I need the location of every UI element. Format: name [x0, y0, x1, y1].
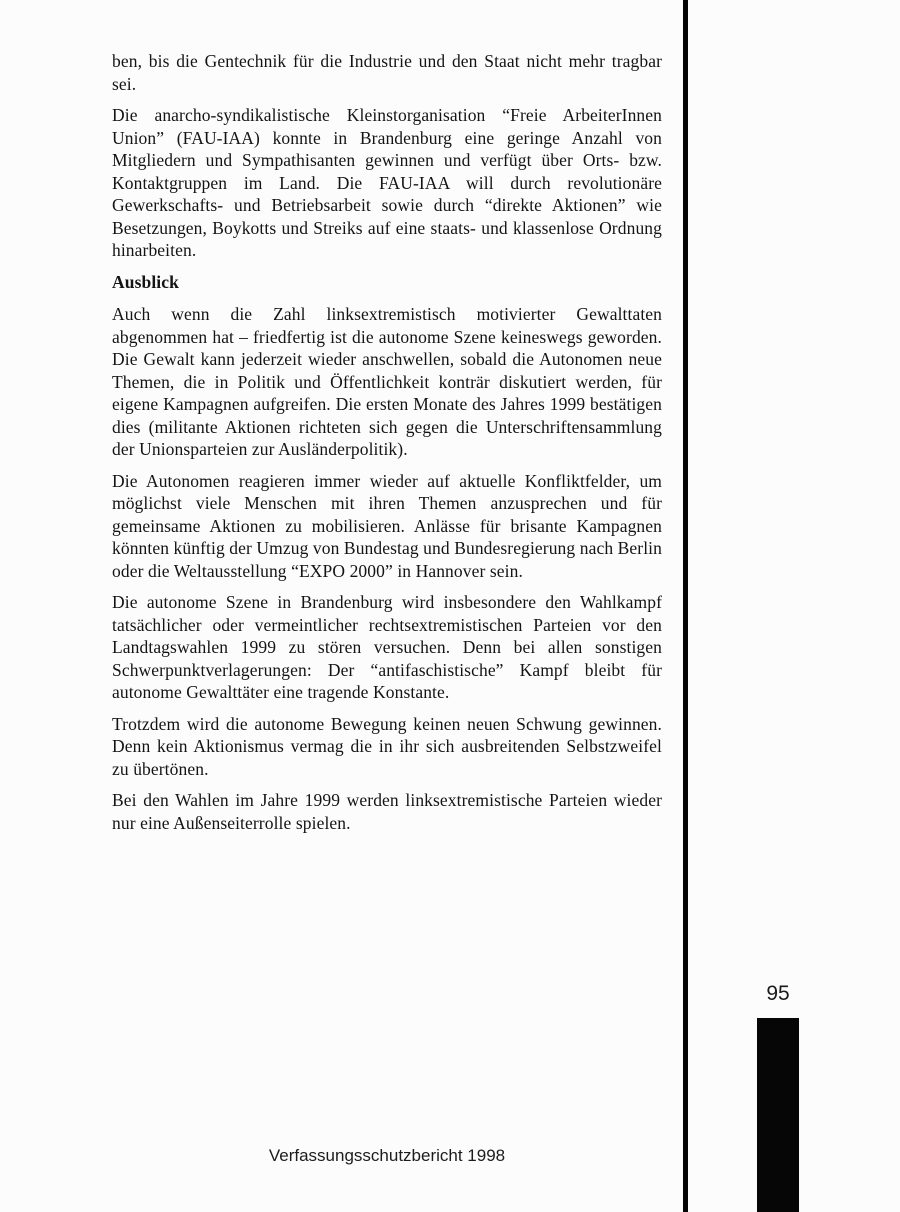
page-divider-line	[683, 0, 688, 1212]
section-heading-ausblick: Ausblick	[112, 271, 179, 292]
page-number: 95	[766, 982, 790, 1005]
paragraph: Die anarcho-syndikalistische Kleinstorganisation “Freie ArbeiterInnen Union” (FAU-IAA) konnte in Brandenburg eine geringe Anzahl von Mitgliedern und Sympathisanten gewinnen und verfügt über Orts- bzw. Kontaktgruppen im Land. Die FAU-IAA will durch revolutionäre Gewerkschafts- und Betriebsarbeit sowie durch “direkte Aktionen” wie Besetzungen, Boykotts und Streiks auf eine staats- und klassenlose Ordnung hinarbeiten.	[112, 105, 662, 260]
paragraph: ben, bis die Gentechnik für die Industrie und den Staat nicht mehr tragbar sei.	[112, 51, 662, 94]
thumb-index-tab	[757, 1018, 799, 1212]
paragraph: Die Autonomen reagieren immer wieder auf aktuelle Konfliktfelder, um möglichst viele Menschen mit ihren Themen anzusprechen und für gemeinsame Aktionen zu mobilisieren. Anlässe für brisante Kampagnen könnten künftig der Umzug von Bundestag und Bundesregierung nach Berlin oder die Weltausstellung “EXPO 2000” in Hannover sein.	[112, 470, 662, 581]
paragraph: Trotzdem wird die autonome Bewegung keinen neuen Schwung gewinnen. Denn kein Aktionismus vermag die in ihr sich ausbreitenden Selbstzweifel zu übertönen.	[112, 713, 662, 779]
paragraph: Die autonome Szene in Brandenburg wird insbesondere den Wahlkampf tatsächlicher oder vermeintlicher rechtsextremistischen Parteien vor den Landtagswahlen 1999 zu stören versuchen. Denn bei allen sonstigen Schwerpunktverlagerungen: Der “antifaschistische” Kampf bleibt für autonome Gewalttäter eine tragende Konstante.	[112, 592, 662, 702]
footer-text: Verfassungsschutzbericht 1998	[268, 1146, 506, 1165]
paragraph: Bei den Wahlen im Jahre 1999 werden linksextremistische Parteien wieder nur eine Außenseiterrolle spielen.	[112, 790, 662, 833]
paragraph: Auch wenn die Zahl linksextremistisch motivierter Gewalttaten abgenommen hat – friedfertig ist die autonome Szene keineswegs geworden. Die Gewalt kann jederzeit wieder anschwellen, sobald die Autonomen neue Themen, die in Politik und Öffentlichkeit konträr diskutiert werden, für eigene Kampagnen aufgreifen. Die ersten Monate des Jahres 1999 bestätigen dies (militante Aktionen richteten sich gegen die Unterschriftensammlung der Unionsparteien zur Ausländerpolitik).	[112, 304, 662, 459]
text-column	[112, 50, 662, 843]
